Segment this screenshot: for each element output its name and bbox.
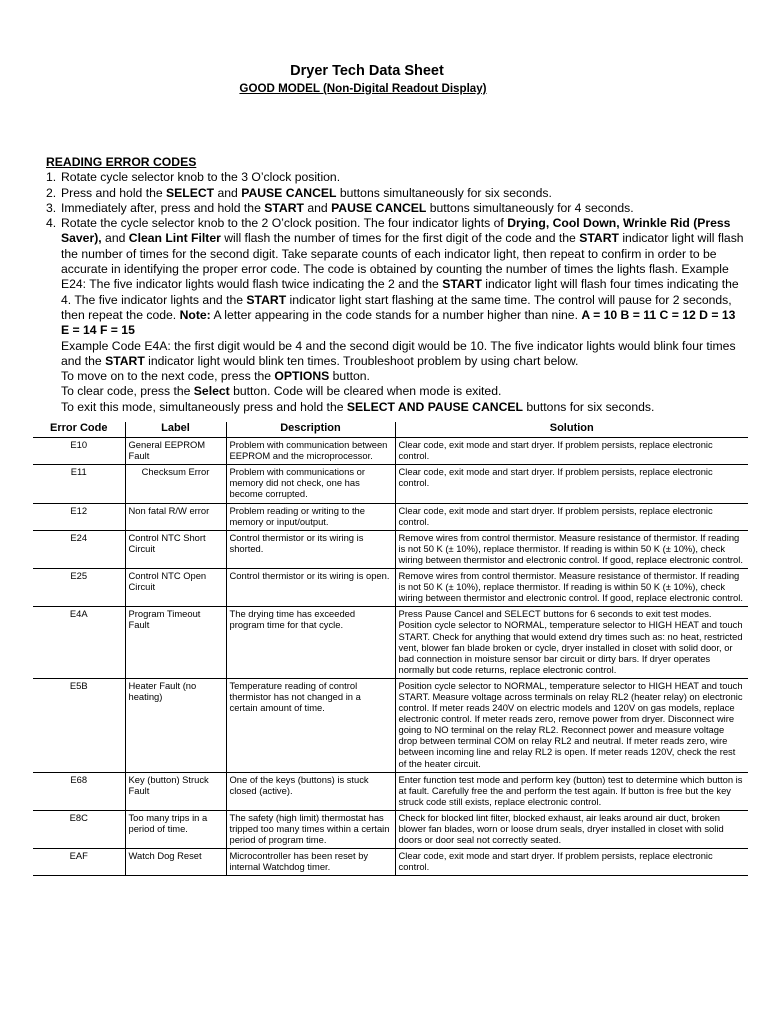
reading-error-codes-section — [46, 155, 746, 415]
page-subtitle: GOOD MODEL (Non-Digital Readout Display) — [239, 82, 487, 95]
solution-cell: Clear code, exit mode and start dryer. If problem persists, replace electronic control. — [395, 849, 748, 876]
bold-term: SELECT — [166, 185, 215, 200]
solution-cell: Clear code, exit mode and start dryer. If problem persists, replace electronic control. — [395, 438, 748, 465]
error-code-table — [33, 422, 748, 876]
label-cell: Checksum Error — [125, 465, 226, 503]
step-text — [61, 216, 746, 338]
description-cell: The drying time has exceeded program time for that cycle. — [226, 607, 395, 679]
description-cell: Problem with communication between EEPROM and the microprocessor. — [226, 438, 395, 465]
text-run: button. — [329, 369, 370, 384]
text-run: and — [303, 200, 332, 215]
step-text — [61, 201, 746, 216]
bold-term: SELECT AND PAUSE CANCEL — [346, 399, 523, 414]
error-code-cell: E68 — [33, 772, 125, 810]
text-run: indicator light would blink ten times. Troubleshoot problem by using chart below. — [144, 353, 579, 368]
error-code-cell: EAF — [33, 849, 125, 876]
next-code-instruction — [46, 369, 746, 384]
label-cell: Watch Dog Reset — [125, 849, 226, 876]
table-row — [33, 438, 748, 465]
column-header-description: Description — [226, 422, 395, 438]
step-number: 1. — [46, 170, 57, 185]
text-run: To clear code, press the — [61, 384, 194, 399]
error-code-cell: E12 — [33, 503, 125, 530]
step-text: Rotate cycle selector knob to the 3 O’clock position. — [61, 170, 341, 185]
label-cell: Control NTC Open Circuit — [125, 569, 226, 607]
exit-mode-instruction — [46, 400, 746, 415]
description-cell: Microcontroller has been reset by internal Watchdog timer. — [226, 849, 395, 876]
step-number: 3. — [46, 200, 57, 215]
text-run: Example Code E4A: the first digit would be 4 and the second digit would be 10. The five indicator lights would blink four times and the — [61, 338, 736, 368]
text-run: Rotate the cycle selector knob to the 2 O’clock position. The four indicator lights of — [61, 216, 508, 231]
bold-term: PAUSE CANCEL — [331, 200, 427, 215]
step-number: 2. — [46, 185, 57, 200]
table-row — [33, 465, 748, 503]
text-run: Immediately after, press and hold the — [61, 200, 265, 215]
bold-term: START — [579, 231, 619, 246]
solution-cell: Remove wires from control thermistor. Measure resistance of thermistor. If reading is not 50 K (± 10%), replace thermistor. If reading is within 50 K (± 10%), check wiring between thermistor and electronic control. If good, replace electronic control. — [395, 569, 748, 607]
text-run: buttons for six seconds. — [522, 399, 655, 414]
column-header-label: Label — [125, 422, 226, 438]
label-cell: Control NTC Short Circuit — [125, 530, 226, 568]
text-run: will flash the number of times for the first digit of the code and the — [220, 231, 580, 246]
table-row — [33, 678, 748, 772]
table-row — [33, 810, 748, 848]
solution-cell: Check for blocked lint filter, blocked exhaust, air leaks around air duct, broken blower fan blades, worn or loose drum seals, dryer installed in closet with solid doors or door seal not correctly seated. — [395, 810, 748, 848]
solution-cell: Position cycle selector to NORMAL, temperature selector to HIGH HEAT and touch START. Measure voltage across terminals on relay RL2 (heater relay) on electronic control. If meter reads 240V on electric models and 120V on gas models, replace electronic control. If meter reads zero, remove power from dryer. Disconnect wire going to NO terminal on the relay RL2. Reconnect power and measure voltage drop between terminal COM on relay RL2 and neutral. If meter reads zero, wire between incoming line and relay RL2 is open. If meter reads 120V, check the rest of the heater circuit. — [395, 678, 748, 772]
text-run: and — [101, 231, 129, 246]
description-cell: Control thermistor or its wiring is open. — [226, 569, 395, 607]
bold-term: Note: — [179, 307, 211, 322]
table-row — [33, 849, 748, 876]
column-header-solution: Solution — [395, 422, 748, 438]
error-code-cell: E4A — [33, 607, 125, 679]
text-run: indicator light will flash the number of times for the second digit. Take separate counts of each indicator light, then repeat to confirm in order to be accurate in identifying the proper error code. The code is obtained by counting the number of times the lights flash. Example E24: The five indicator lights would flash twice indicating the 2 and the — [61, 231, 744, 292]
label-cell: General EEPROM Fault — [125, 438, 226, 465]
error-code-cell: E10 — [33, 438, 125, 465]
solution-cell: Press Pause Cancel and SELECT buttons for 6 seconds to exit test modes. Position cycle selector to NORMAL, temperature selector to HIGH HEAT and touch START. Check for anything that would extend dry times such as: no heat, restricted vent, blower fan blade broken or cycle, dryer installed in closet with solid door, or bad connection in moisture sensor bar circuit or dirty bars. If dryer operates normally but code returns, replace electronic control. — [395, 607, 748, 679]
label-cell: Program Timeout Fault — [125, 607, 226, 679]
table-row — [33, 569, 748, 607]
text-run: A letter appearing in the code stands for a number higher than nine. — [210, 307, 582, 322]
solution-cell: Clear code, exit mode and start dryer. If problem persists, replace electronic control. — [395, 503, 748, 530]
text-run: indicator light will flash four times indicating the 4. The five indicator lights and the — [61, 277, 739, 307]
label-cell: Non fatal R/W error — [125, 503, 226, 530]
solution-cell: Clear code, exit mode and start dryer. If problem persists, replace electronic control. — [395, 465, 748, 503]
text-run: and — [214, 185, 242, 200]
text-run: indicator light start flashing at the same time. The control will pause for 2 seconds, then repeat the code. — [61, 292, 732, 322]
bold-term: START — [246, 292, 287, 307]
description-cell: Temperature reading of control thermistor has not changed in a certain amount of time. — [226, 678, 395, 772]
description-cell: Problem reading or writing to the memory or input/output. — [226, 503, 395, 530]
bold-term: START — [442, 277, 482, 292]
step-number: 4. — [46, 216, 57, 231]
description-cell: Control thermistor or its wiring is shorted. — [226, 530, 395, 568]
page-title: Dryer Tech Data Sheet — [290, 63, 444, 79]
table-row — [33, 607, 748, 679]
column-header-error-code: Error Code — [33, 422, 125, 438]
label-cell: Too many trips in a period of time. — [125, 810, 226, 848]
bold-term: START — [264, 200, 304, 215]
error-code-cell: E24 — [33, 530, 125, 568]
text-run: Press and hold the — [61, 185, 167, 200]
label-cell: Heater Fault (no heating) — [125, 678, 226, 772]
example-paragraph — [46, 339, 746, 370]
bold-term: Clean Lint Filter — [128, 231, 221, 246]
description-cell: One of the keys (buttons) is stuck closed (active). — [226, 772, 395, 810]
table-header-row — [33, 422, 748, 438]
step-text — [61, 186, 746, 201]
error-code-cell: E25 — [33, 569, 125, 607]
solution-cell: Enter function test mode and perform key (button) test to determine which button is at fault. Carefully free the and perform the test again. If button is free but the key struck code still exists, replace electronic control. — [395, 772, 748, 810]
bold-term: PAUSE CANCEL — [241, 185, 337, 200]
table-row — [33, 772, 748, 810]
bold-term: OPTIONS — [274, 369, 330, 384]
text-run: buttons simultaneously for 4 seconds. — [426, 200, 634, 215]
section-heading: READING ERROR CODES — [46, 155, 197, 169]
error-code-cell: E11 — [33, 465, 125, 503]
text-run: button. Code will be cleared when mode is exited. — [229, 384, 502, 399]
table-row — [33, 503, 748, 530]
text-run: buttons simultaneously for six seconds. — [336, 185, 552, 200]
step-3 — [46, 201, 746, 216]
step-1 — [46, 170, 746, 185]
error-code-cell: E5B — [33, 678, 125, 772]
solution-cell: Remove wires from control thermistor. Measure resistance of thermistor. If reading is not 50 K (± 10%), replace thermistor. If reading is within 50 K (± 10%), check wiring between thermistor and electronic control. If good, replace electronic control. — [395, 530, 748, 568]
bold-term: Drying, Cool Down, Wrinkle Rid (Press Saver), — [61, 216, 731, 246]
text-run: To move on to the next code, press the — [61, 369, 275, 384]
clear-code-instruction — [46, 384, 746, 399]
bold-term: START — [105, 353, 145, 368]
error-code-cell: E8C — [33, 810, 125, 848]
description-cell: Problem with communications or memory did not check, one has become corrupted. — [226, 465, 395, 503]
table-row — [33, 530, 748, 568]
step-4 — [46, 216, 746, 338]
bold-term: A = 10 B = 11 C = 12 D = 13 E = 14 F = 15 — [61, 307, 736, 338]
step-2 — [46, 186, 746, 201]
description-cell: The safety (high limit) thermostat has tripped too many times within a certain period of program time. — [226, 810, 395, 848]
bold-term: Select — [193, 384, 230, 399]
label-cell: Key (button) Struck Fault — [125, 772, 226, 810]
text-run: To exit this mode, simultaneously press and hold the — [61, 399, 347, 414]
